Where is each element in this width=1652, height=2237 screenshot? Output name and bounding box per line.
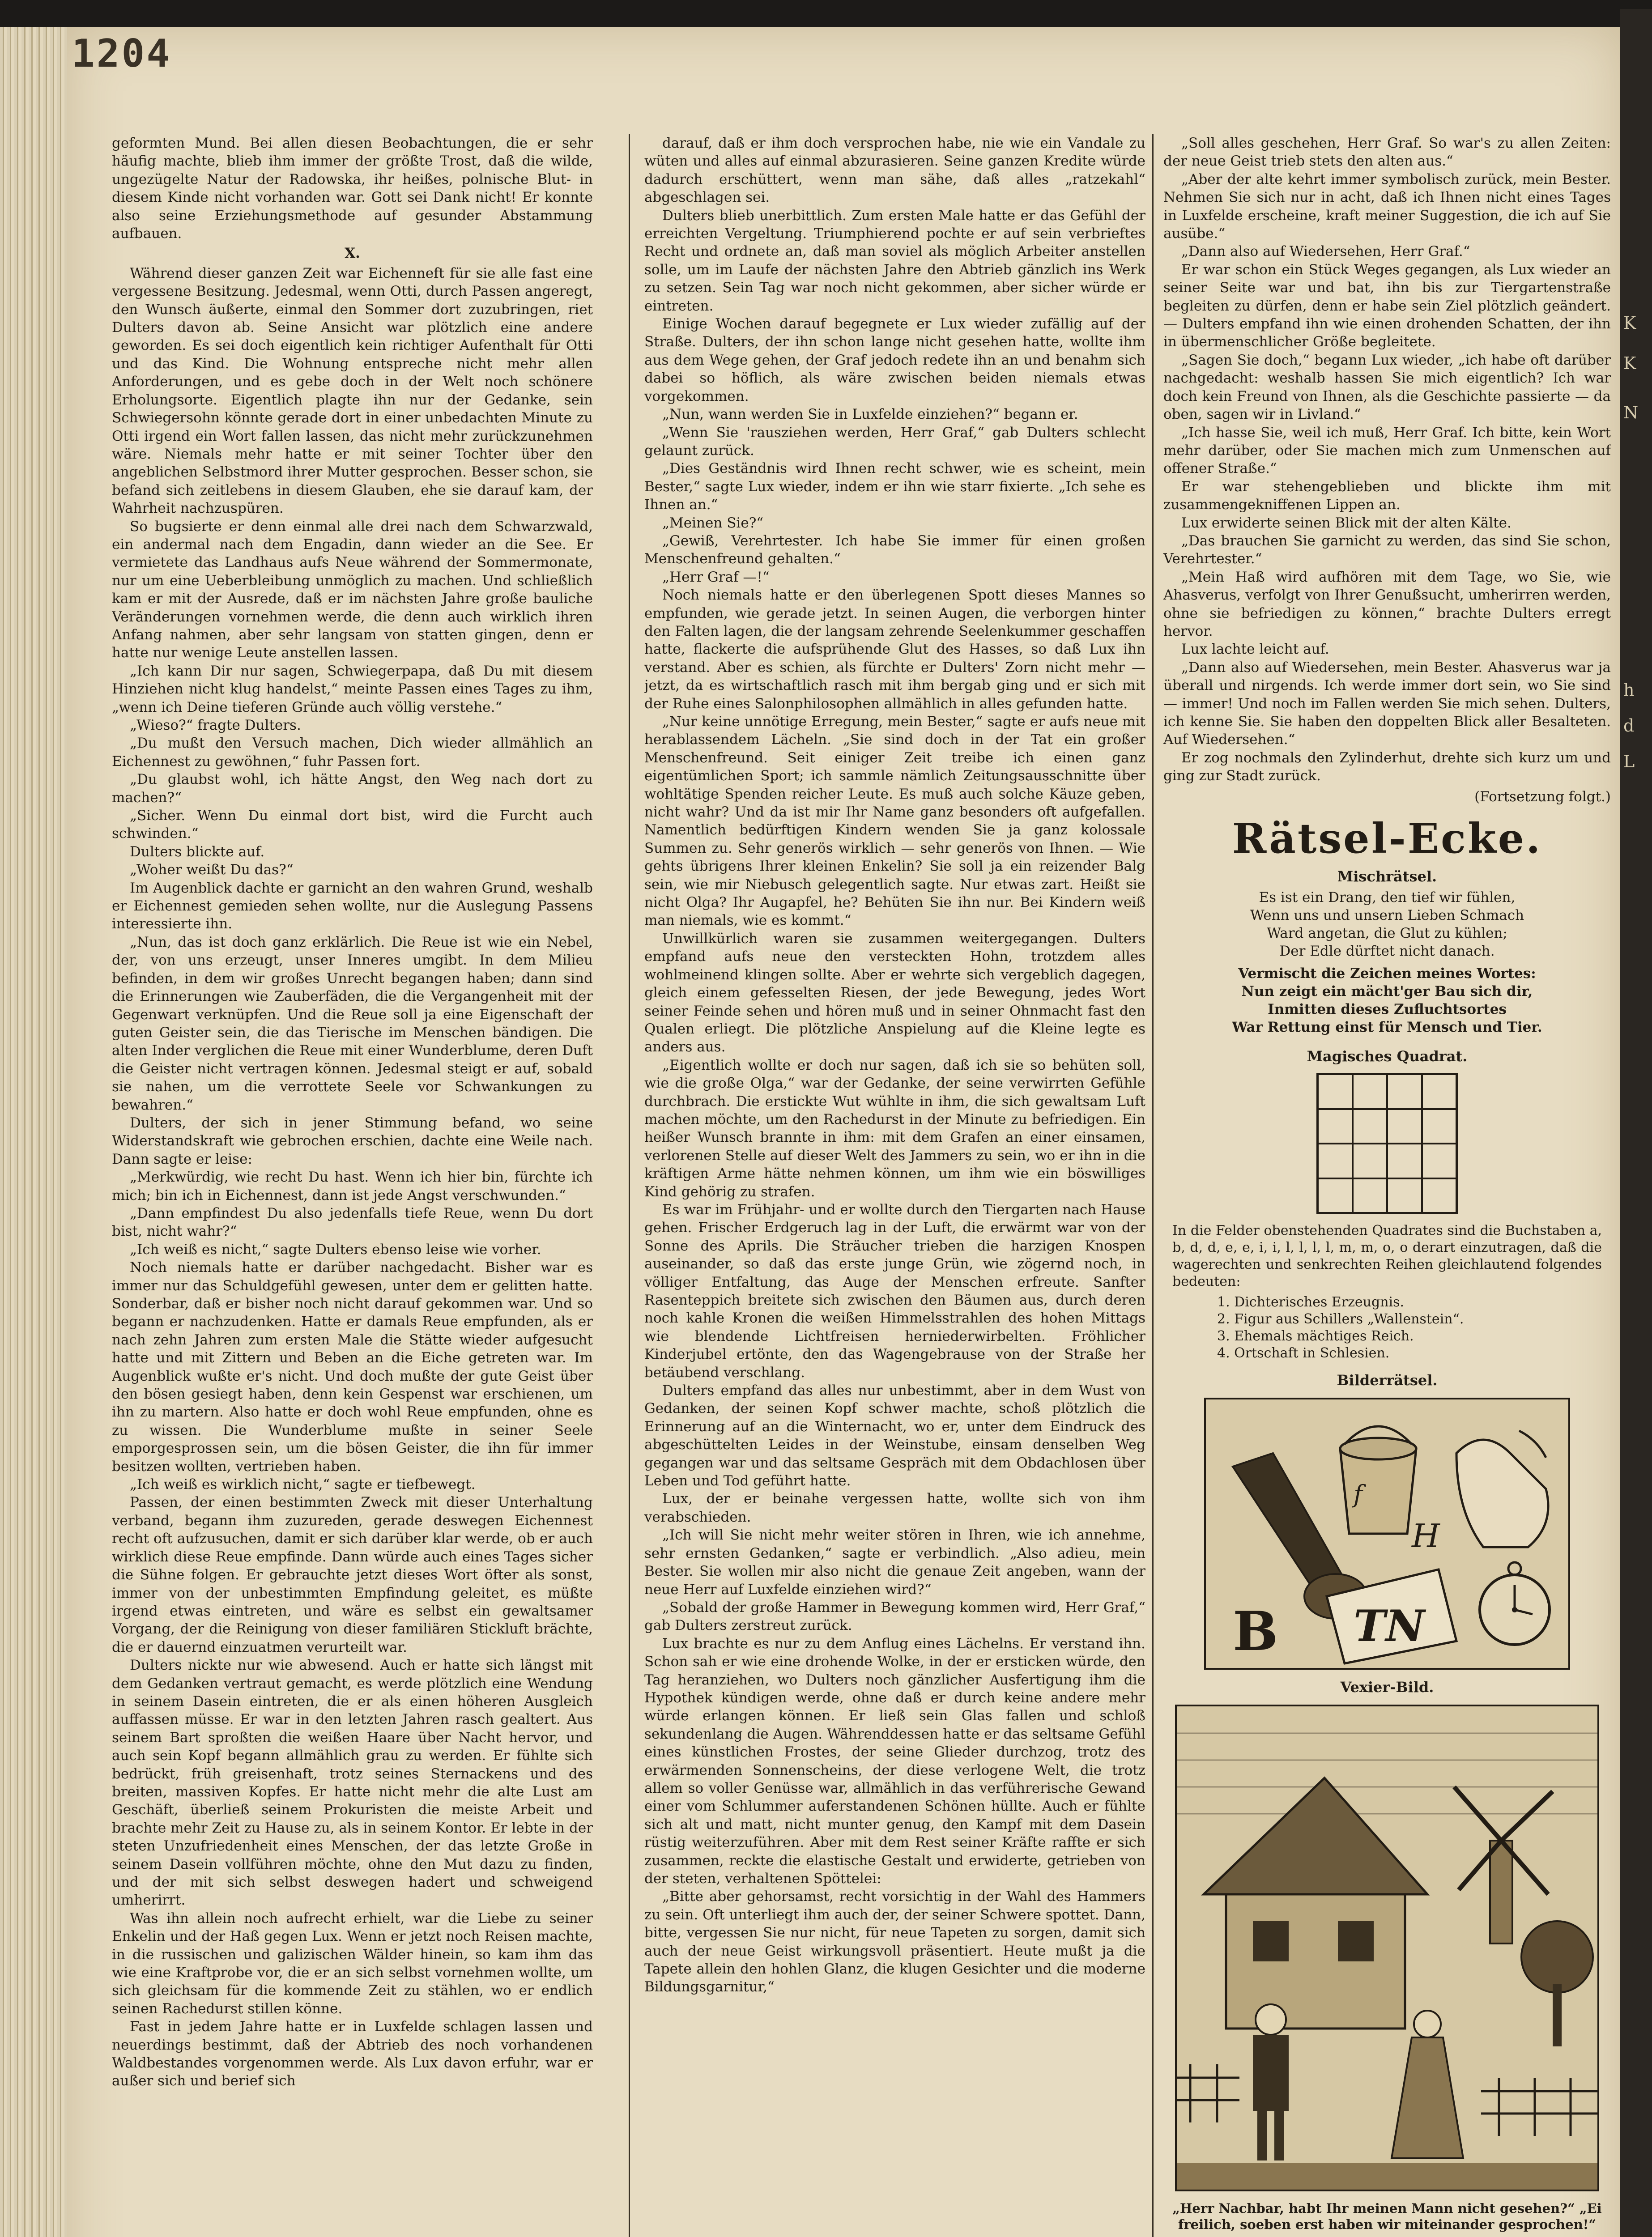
paragraph: Er war schon ein Stück Weges gegangen, als Lux wieder an seiner Seite war und bat, ihn bis zur Tiergartenstraße begleiten zu dürfen, denn er habe sein Ziel plötzlich geändert. — Dulters empfand ihn wie einen drohenden Schatten, der ihn in übermenschlicher Größe begleitete. xyxy=(1163,261,1611,350)
paragraph: Dulters nickte nur wie abwesend. Auch er hatte sich längst mit dem Gedanken vertraut gemacht, es werde plötzlich eine Wendung in seinem Dasein eintreten, die er als einen höheren Ausgleich auffassen müsse. Er war in den letzten Jahren rasch gealtert. Aus seinem Bart sproßten die weißen Haare über Nacht hervor, und auch sein Kopf begann allmählich grau zu werden. Er fühlte sich bedrückt, früh greisenhaft, trotz seines Sternackens und des breiten, massiven Kopfes. Er hatte nicht mehr die alte Lust am Geschäft, überließ seinem Prokuristen die meiste Arbeit und brachte mehr Zeit zu Hause zu, als in seinem Kontor. Er lebte in der steten Unzufriedenheit eines Menschen, der das letzte Große in seinem Dasein vollführen möchte, ohne den Mut dazu zu finden, und der mit sich selbst deswegen hadert und schweigend umherirrt. xyxy=(112,1657,593,1909)
continued-note: (Fortsetzung folgt.) xyxy=(1474,788,1611,805)
bucket-icon xyxy=(1340,1426,1416,1534)
edge-fragment: K xyxy=(1623,313,1636,333)
paragraph: Dulters blieb unerbittlich. Zum ersten Male hatte er das Gefühl der erreichten Vergeltung. Triumphierend pochte er auf sein verbrieftes Recht und ordnete an, daß man soviel als möglich Arbeiter anstellen solle, um im Laufe der nächsten Jahre den Abtrieb gänzlich ins Werk zu setzen. Sein Tag war noch nicht gekommen, aber sicher würde er eintreten. xyxy=(644,207,1145,314)
verse-line: Nun zeigt ein mächt'ger Bau sich dir, xyxy=(1241,983,1533,999)
paragraph: So bugsierte er denn einmal alle drei nach dem Schwarzwald, ein andermal nach dem Engadin, dann wieder an die See. Er vermietete das Landhaus aufs Neue während der Sommermonate, nur um eine Ueberbleibung unmöglich zu machen. Und schließlich kam er mit der Ausrede, daß er im nächsten Jahre große bauliche Veränderungen vornehmen werde, die denn auch wirklich ihren Anfang nahmen, aber sehr langsam von statten gingen, denn er hatte nur wenige Leute anstellen lassen. xyxy=(112,518,593,661)
grid-cell xyxy=(1422,1144,1457,1178)
paragraph: „Herr Graf —!“ xyxy=(662,569,770,585)
edge-fragment: K xyxy=(1623,353,1636,373)
mixed-puzzle-title: Mischrätsel. xyxy=(1337,868,1437,885)
paragraph: „Ich weiß es nicht,“ sagte Dulters ebenso leise wie vorher. xyxy=(130,1241,541,1258)
paragraph: „Woher weißt Du das?“ xyxy=(130,862,294,878)
paragraph: „Gewiß, Verehrtester. Ich habe Sie immer für einen großen Menschenfreund gehalten.“ xyxy=(644,532,1145,567)
list-item: 2. Figur aus Schillers „Wallenstein“. xyxy=(1217,1311,1464,1327)
paragraph: Während dieser ganzen Zeit war Eichenneft für sie alle fast eine vergessene Besitzung. Jedesmal, wenn Otti, durch Passen angeregt, den Wunsch äußerte, einmal den Sommer dort zuzubringen, riet Dulters davon ab. Seine Ansicht war plötzlich eine andere geworden. Es sei doch eigentlich kein richtiger Aufenthalt für Otti und das Kind. Die Wohnung entspreche nicht mehr allen Anforderungen, und es gebe doch in der Welt noch schönere Erholungsorte. Eigentlich plagte ihn nur der Gedanke, sein Schwiegersohn könnte gerade dort in einer unbedachten Minute zu Otti irgend ein Wort fallen lassen, das nicht mehr zurückzunehmen wäre. Niemals mehr hatte er mit seiner Tochter über den angeblichen Selbstmord ihrer Mutter gesprochen. Besser schon, sie befand sich zeitlebens in diesem Glauben, ehe sie darauf kam, der Wahrheit nachzuspüren. xyxy=(112,265,593,517)
paragraph: „Aber der alte kehrt immer symbolisch zurück, mein Bester. Nehmen Sie sich nur in acht, daß ich Ihnen nicht eines Tages in Luxfelde erscheine, kraft meiner Suggestion, die ich auf Sie ausübe.“ xyxy=(1163,171,1611,242)
paragraph: „Das brauchen Sie garnicht zu werden, das sind Sie schon, Verehrtester.“ xyxy=(1163,532,1611,567)
paragraph: „Sicher. Wenn Du einmal dort bist, wird die Furcht auch schwinden.“ xyxy=(112,808,593,842)
mixed-puzzle-verse-1 xyxy=(1163,889,1611,960)
verse-line: War Rettung einst für Mensch und Tier. xyxy=(1232,1019,1542,1035)
paragraph: „Eigentlich wollte er doch nur sagen, daß ich sie so behüten soll, wie die große Olga,“ war der Gedanke, der seine verwirrten Gefühle durchbrach. Die erstickte Wut wühlte in ihm, die sich gewaltsam Luft machen möchte, um den Rachedurst in der Minute zu befriedigen. Ein heißer Wunsch brannte in ihm: mit dem Grafen an einer einsamen, verlorenen Stelle auf dieser Welt des Jammers zu sein, wo er ihn in die kräftigen Arme hätte nehmen können, um ihm wie ein böswilliges Kind gehörig zu strafen. xyxy=(644,1057,1145,1200)
verse-line: Inmitten dieses Zufluchtsortes xyxy=(1268,1001,1507,1017)
grid-cell xyxy=(1387,1178,1422,1213)
verse-line: Ward angetan, die Glut zu kühlen; xyxy=(1267,925,1507,941)
edge-fragment: N xyxy=(1623,403,1639,422)
book-edge-right xyxy=(1620,9,1652,2237)
vexier-picture-image xyxy=(1175,1705,1599,2191)
paragraph: „Ich hasse Sie, weil ich muß, Herr Graf. Ich bitte, kein Wort mehr darüber, oder Sie machen mich zum Unmenschen auf offener Straße.“ xyxy=(1163,424,1611,477)
section-number: X. xyxy=(345,245,360,262)
paragraph: „Du glaubst wohl, ich hätte Angst, den Weg nach dort zu machen?“ xyxy=(112,771,593,806)
paragraph: „Dann empfindest Du also jedenfalls tiefe Reue, wenn Du dort bist, nicht wahr?“ xyxy=(112,1205,593,1240)
paragraph: Was ihn allein noch aufrecht erhielt, war die Liebe zu seiner Enkelin und der Haß gegen Lux. Wenn er jetzt noch Reisen machte, in die russischen und galizischen Wälder hinein, so kam ihm das wie eine Kraftprobe vor, die er an sich selbst vornehmen wollte, um sich gleichsam für die kommende Zeit zu stählen, wo er endlich seinen Rachedurst stillen könne. xyxy=(112,1910,593,2017)
rebus-letter: f xyxy=(1354,1480,1362,1508)
text-column-2 xyxy=(644,134,1145,2237)
paragraph: „Soll alles geschehen, Herr Graf. So war's zu allen Zeiten: der neue Geist trieb stets den alten aus.“ xyxy=(1163,135,1611,170)
paragraph: „Wieso?“ fragte Dulters. xyxy=(130,717,301,733)
paragraph: Im Augenblick dachte er garnicht an den wahren Grund, weshalb er Eichennest gemieden sehen wollte, nur die Auslegung Passens interessierte ihn. xyxy=(112,880,593,932)
paragraph: „Sobald der große Hammer in Bewegung kommen wird, Herr Graf,“ gab Dulters zerstreut zurück. xyxy=(644,1599,1145,1634)
paragraph: Es war im Frühjahr- und er wollte durch den Tiergarten nach Hause gehen. Frischer Erdgeruch lag in der Luft, die erwärmt war von der Sonne des Aprils. Die Sträucher trieben die harzigen Knospen auseinander, so daß das erste junge Grün, wie zögernd noch, in völliger Entfaltung, das Auge der Menschen erfreute. Sanfter Rasenteppich breitete sich zwischen den Bäumen aus, durch deren noch kahle Kronen die weißen Himmelsstrahlen des hohen Mittags wie blendende Lichtfreisen herniederwirbelten. Fröhlicher Kinderjubel ertönte, den das Wagengebrause von der Straße her betäubend verschlang. xyxy=(644,1201,1145,1381)
grid-cell xyxy=(1387,1074,1422,1109)
paragraph: „Merkwürdig, wie recht Du hast. Wenn ich hier bin, fürchte ich mich; bin ich in Eichennest, dann ist jede Angst verschwunden.“ xyxy=(112,1169,593,1204)
verse-line: Es ist ein Drang, den tief wir fühlen, xyxy=(1259,889,1516,906)
grid-cell xyxy=(1422,1109,1457,1144)
picture-puzzle-title: Bilderrätsel. xyxy=(1337,1372,1438,1389)
paragraph: „Dann also auf Wiedersehen, mein Bester. Ahasverus war ja überall und nirgends. Ich werde immer dort sein, wo Sie sind — immer! Und noch im Fallen werden Sie mich sehen. Dulters, ich kenne Sie. Sie haben den doppelten Blick aller Besalteten. Auf Wiedersehen.“ xyxy=(1163,659,1611,748)
rebus-letter: B xyxy=(1233,1600,1278,1663)
paragraph: „Du mußt den Versuch machen, Dich wieder allmählich an Eichennest zu gewöhnen,“ fuhr Passen fort. xyxy=(112,735,593,770)
paragraph: Dulters blickte auf. xyxy=(130,843,265,860)
paragraph: „Nun, wann werden Sie in Luxfelde einziehen?“ begann er. xyxy=(662,406,1078,423)
grid-cell xyxy=(1353,1144,1388,1178)
paragraph: „Sagen Sie doch,“ begann Lux wieder, „ich habe oft darüber nachgedacht: weshalb hassen Sie mich eigentlich? Ich war doch kein Freund von Ihnen, als die Geschichte passierte — da oben, sagen wir in Livland.“ xyxy=(1163,352,1611,423)
paragraph: „Mein Haß wird aufhören mit dem Tage, wo Sie, wie Ahasverus, verfolgt von Ihrer Genußsucht, umherirren werden, ohne sie befriedigen zu können,“ brachte Dulters erregt hervor. xyxy=(1163,569,1611,639)
paragraph: Dulters, der sich in jener Stimmung befand, wo seine Widerstandskraft wie gebrochen erschien, dachte eine Weile nach. Dann sagte er leise: xyxy=(112,1114,593,1167)
puzzle-corner-title: Rätsel-Ecke. xyxy=(1232,814,1542,863)
rebus-letter: H xyxy=(1412,1517,1440,1555)
paragraph: „Nur keine unnötige Erregung, mein Bester,“ sagte er aufs neue mit herablassendem Lächeln. „Sie sind doch in der Tat ein großer Menschenfreund. Seit einiger Zeit treibe ich einen ganz eigentümlichen Sport; ich sammle nämlich Zeitungsausschnitte über wohltätige Spenden reicher Leute. Es muß auch solche Käuze geben, nicht wahr? Und da ist mir Ihr Name ganz besonders oft aufgefallen. Namentlich bedürftigen Kindern wenden Sie ja ganz kolossale Summen zu. Sehr generös wirklich — sehr generös von Ihnen. — Wie gehts übrigens Ihrer kleinen Enkelin? Sie soll ja ein reizender Balg sein, wie mir Niebusch gelegentlich sagte. Nur etwas zart. Heißt sie nicht Olga? Ihr Augapfel, he? Behüten Sie ihn nur. Bei Kindern weiß man niemals, wie es kommt.“ xyxy=(644,714,1145,929)
edge-fragment: h xyxy=(1623,680,1635,700)
magic-square-grid xyxy=(1316,1073,1458,1214)
verse-line: Der Edle dürftet nicht danach. xyxy=(1279,943,1495,959)
vexier-caption: „Herr Nachbar, habt Ihr meinen Mann nicht gesehen?“ „Ei freilich, soeben erst haben wir miteinander gesprochen!“ xyxy=(1172,2201,1602,2232)
paragraph: „Bitte aber gehorsamst, recht vorsichtig in der Wahl des Hammers zu sein. Oft unterliegt ihm auch der, der seiner Schwere spottet. Dann, bitte, vergessen Sie nur nicht, für neue Tapeten zu sorgen, damit sich auch der neue Geist wirkungsvoll präsentiert. Heute mußt ja die Tapete allein den hohlen Glanz, die klugen Gesichter und die moderne Bildungsgarnitur,“ xyxy=(644,1888,1145,1995)
paragraph: Er zog nochmals den Zylinderhut, drehte sich kurz um und ging zur Stadt zurück. xyxy=(1163,749,1611,784)
list-item: 4. Ortschaft in Schlesien. xyxy=(1217,1345,1390,1361)
book-edge-left xyxy=(0,27,67,2237)
paragraph: Lux erwiderte seinen Blick mit der alten Kälte. xyxy=(1181,515,1511,531)
list-item: 1. Dichterisches Erzeugnis. xyxy=(1217,1294,1405,1310)
grid-cell xyxy=(1318,1178,1353,1213)
paragraph: „Meinen Sie?“ xyxy=(662,515,764,531)
picture-puzzle-image xyxy=(1204,1398,1570,1670)
grid-cell xyxy=(1318,1109,1353,1144)
grid-cell xyxy=(1318,1144,1353,1178)
grid-cell xyxy=(1353,1074,1388,1109)
paragraph: „Wenn Sie 'rausziehen werden, Herr Graf,“ gab Dulters schlecht gelaunt zurück. xyxy=(644,424,1145,459)
magic-square-title: Magisches Quadrat. xyxy=(1307,1048,1468,1065)
paragraph: Noch niemals hatte er darüber nachgedacht. Bisher war es immer nur das Schuldgefühl gewesen, unter dem er gelitten hatte. Sonderbar, daß er bisher noch nicht darauf gekommen war. Und so begann er nachzudenken. Hatte er damals Reue empfunden, als er nach zehn Jahren zum ersten Male die Stätte wieder aufgesucht hatte und mit Zittern und Beben an die Eiche getreten war. Im Augenblick wußte er's nicht. Und doch mußte der gute Geist über den bösen gesiegt haben, denn kein Gespenst war erschienen, um ihn zu martern. Also hatte er doch wohl Reue empfunden, ohne es zu wissen. Die Wunderblume mußte in seiner Seele emporgesprossen sein, um die bösen Geister, die ihn für immer besitzen wollten, vertrieben haben. xyxy=(112,1259,593,1475)
grid-cell xyxy=(1353,1109,1388,1144)
paragraph: geformten Mund. Bei allen diesen Beobachtungen, die er sehr häufig machte, blieb ihm immer der größte Trost, daß die wilde, ungezügelte Natur der Radowska, ihr heißes, polnische Blut- in diesem Kinde nicht vorhanden war. Gott sei Dank nicht! Er konnte also seine Erziehungsmethode auf gesunder Abstammung aufbauen. xyxy=(112,135,593,242)
grid-cell xyxy=(1387,1109,1422,1144)
paragraph: „Ich will Sie nicht mehr weiter stören in Ihren, wie ich annehme, sehr ernsten Gedanken,“ sagte er verbindlich. „Also adieu, mein Bester. Sie wollen mir also nicht die genaue Zeit angeben, wann der neue Herr auf Luxfelde einziehen wird?“ xyxy=(644,1527,1145,1598)
text-column-1 xyxy=(112,134,593,2237)
verse-line: Wenn uns und unsern Lieben Schmach xyxy=(1250,907,1524,923)
grid-cell xyxy=(1318,1074,1353,1109)
village-scene-illustration xyxy=(1177,1706,1597,2190)
vexier-picture-title: Vexier-Bild. xyxy=(1340,1679,1434,1696)
paragraph-list xyxy=(644,134,1145,1996)
list-item: 3. Ehemals mächtiges Reich. xyxy=(1217,1328,1414,1344)
paragraph: Dulters empfand das alles nur unbestimmt, aber in dem Wust von Gedanken, der seinen Kopf schwer machte, schoß plötzlich die Erinnerung auf an die Winternacht, wo er, unter dem Eindruck des abgeschüttelten Leides in der Weinstube, einsam denselben Weg gegangen war und das seltsame Gespräch mit dem Obdachlosen über Leben und Tod geführt hatte. xyxy=(644,1382,1145,1489)
paragraph: „Ich kann Dir nur sagen, Schwiegerpapa, daß Du mit diesem Hinziehen nicht klug handelst,“ meinte Passen eines Tages zu ihm, „wenn ich Deine tieferen Gründe auch völlig verstehe.“ xyxy=(112,663,593,715)
magic-square-list xyxy=(1217,1294,1611,1362)
paragraph: Einige Wochen darauf begegnete er Lux wieder zufällig auf der Straße. Dulters, der ihn schon lange nicht gesehen hatte, wollte ihm aus dem Wege gehen, der Graf jedoch redete ihn an und benahm sich dabei so höflich, als wäre zwischen beiden niemals etwas vorgekommen. xyxy=(644,316,1145,404)
paragraph: „Nun, das ist doch ganz erklärlich. Die Reue ist wie ein Nebel, der, von uns erzeugt, unser Inneres umgibt. In dem Milieu befinden, in dem wir großes Unrecht begangen haben; dann sind die Erinnerungen wie Zauberfäden, die die Vergangenheit mit der Gegenwart verknüpfen. Und die Reue soll ja eine Eigenschaft der guten Geister sein, die das Tierische im Menschen bändigen. Die alten Inder verglichen die Reue mit einer Wunderblume, deren Duft die Geister nicht vertragen können. Jedesmal steigt er auf, sobald sie nahen, um die verrottete Seele vor Schwankungen zu bewahren.“ xyxy=(112,934,593,1113)
paragraph: „Dies Geständnis wird Ihnen recht schwer, wie es scheint, mein Bester,“ sagte Lux wieder, indem er ihn wie starr fixierte. „Ich sehe es Ihnen an.“ xyxy=(644,460,1145,513)
paragraph: Lux, der er beinahe vergessen hatte, wollte sich von ihm verabschieden. xyxy=(644,1491,1145,1525)
paragraph: Er war stehengeblieben und blickte ihm mit zusammengekniffenen Lippen an. xyxy=(1163,478,1611,513)
edge-fragment: L xyxy=(1623,752,1635,771)
paragraph: „Ich weiß es wirklich nicht,“ sagte er tiefbewegt. xyxy=(130,1476,476,1493)
paragraph: Noch niemals hatte er den überlegenen Spott dieses Mannes so empfunden, wie gerade jetzt. In seinen Augen, die verborgen hinter den Falten lagen, die der langsam zehrende Seelenkummer geschaffen hatte, flackerte die aufsprühende Glut des Hasses, so daß Lux ihn verstand. Aber es schien, als fürchte er Dulters' Zorn nicht mehr — jetzt, da es wirtschaftlich rasch mit ihm bergab ging und er sich mit der Ruhe eines Salonphilosophen allmählich in alles gefunden hatte. xyxy=(644,587,1145,712)
paragraph: Fast in jedem Jahre hatte er in Luxfelde schlagen lassen und neuerdings bestimmt, daß der Abtrieb des noch vorhandenen Waldbestandes vorgenommen werde. Als Lux davon erfuhr, war er außer sich und berief sich xyxy=(112,2019,593,2089)
rebus-illustration xyxy=(1206,1399,1568,1668)
grid-cell xyxy=(1422,1074,1457,1109)
grid-cell xyxy=(1422,1178,1457,1213)
text-column-3 xyxy=(1163,134,1611,841)
paragraph: Passen, der einen bestimmten Zweck mit dieser Unterhaltung verband, begann ihm zuzureden, gerade deswegen Eichennest recht oft aufzusuchen, damit er sich darüber klar werde, ob er auch wirklich diese Reue empfinde. Dann würde auch eines Tages sicher die Sühne folgen. Er gebrauchte jetzt dieses Wort öfter als sonst, immer von der unbestimmten Empfindung geleitet, es müßte irgend etwas eintreten, und wäre es selbst ein gewaltsamer Vorgang, der die Reinigung von dieser familiären Stickluft brächte, die er dauernd einzuatmen verurteilt war. xyxy=(112,1494,593,1655)
grid-cell xyxy=(1387,1144,1422,1178)
column-divider xyxy=(629,134,630,2237)
puzzle-corner xyxy=(1163,805,1611,2237)
paragraph-list xyxy=(1163,134,1611,785)
paragraph-list xyxy=(112,264,593,2090)
page-number: 1204 xyxy=(72,31,172,76)
edge-fragment: d xyxy=(1623,716,1635,736)
paragraph: darauf, daß er ihm doch versprochen habe, nie wie ein Vandale zu wüten und alles auf einmal abzurasieren. Seine ganzen Kredite würde dadurch erschüttert, wenn man sähe, daß alles „ratzekahl“ abgeschlagen sei. xyxy=(644,135,1145,206)
grid-cell xyxy=(1353,1178,1388,1213)
magic-square-instructions: In die Felder obenstehenden Quadrates sind die Buchstaben a, b, d, d, e, e, i, i, l, l, l, l, m, m, o, o derart einzutragen, daß die wagerechten und senkrechten Reihen gleichlautend folgendes bedeuten: xyxy=(1172,1223,1602,1289)
paragraph: „Dann also auf Wiedersehen, Herr Graf.“ xyxy=(1181,243,1470,260)
paragraph: Unwillkürlich waren sie zusammen weitergegangen. Dulters empfand aufs neue den versteckten Hohn, trotzdem alles wohlmeinend klingen sollte. Aber er wehrte sich vergeblich dagegen, gleich einem gefesselten Riesen, der jede Bewegung, jedes Wort seiner Feinde sehen und hören muß und in seiner Ohnmacht fast den Qualen erliegt. Die plötzliche Anspielung auf die Kleine legte es anders aus. xyxy=(644,930,1145,1055)
mixed-puzzle-verse-2 xyxy=(1163,965,1611,1036)
rebus-letter: TN xyxy=(1354,1601,1425,1651)
column-divider xyxy=(1152,134,1154,2237)
paragraph: Lux lachte leicht auf. xyxy=(1181,641,1329,658)
paragraph: Lux brachte es nur zu dem Anflug eines Lächelns. Er verstand ihn. Schon sah er wie eine drohende Wolke, in der er ersticken würde, den Tag heranziehen, wo Dulters noch gänzlicher Ausfertigung ihm die Hypothek kündigen werde, ohne daß er durch keine andere mehr würde erlangen können. Er ließ sein Glas fallen und schloß sekundenlang die Augen. Währenddessen hatte er das seltsame Gefühl eines künstlichen Frostes, der seine Glieder durchzog, trotz des erwärmenden Sonnenscheins, der diese verlogene Welt, die trotz allem so voller Genüsse war, allmählich in das verführerische Gewand einer vom Schlummer auferstandenen Schönen hüllte. Auch er fühlte sich alt und matt, nicht munter genug, den Kampf mit dem Dasein rüstig weiterzuführen. Aber mit dem Rest seiner Kräfte raffte er sich zusammen, reckte die elastische Gestalt und erwiderte, getrieben von der steten, verhaltenen Spöttelei: xyxy=(644,1635,1145,1887)
verse-line: Vermischt die Zeichen meines Wortes: xyxy=(1238,965,1536,982)
